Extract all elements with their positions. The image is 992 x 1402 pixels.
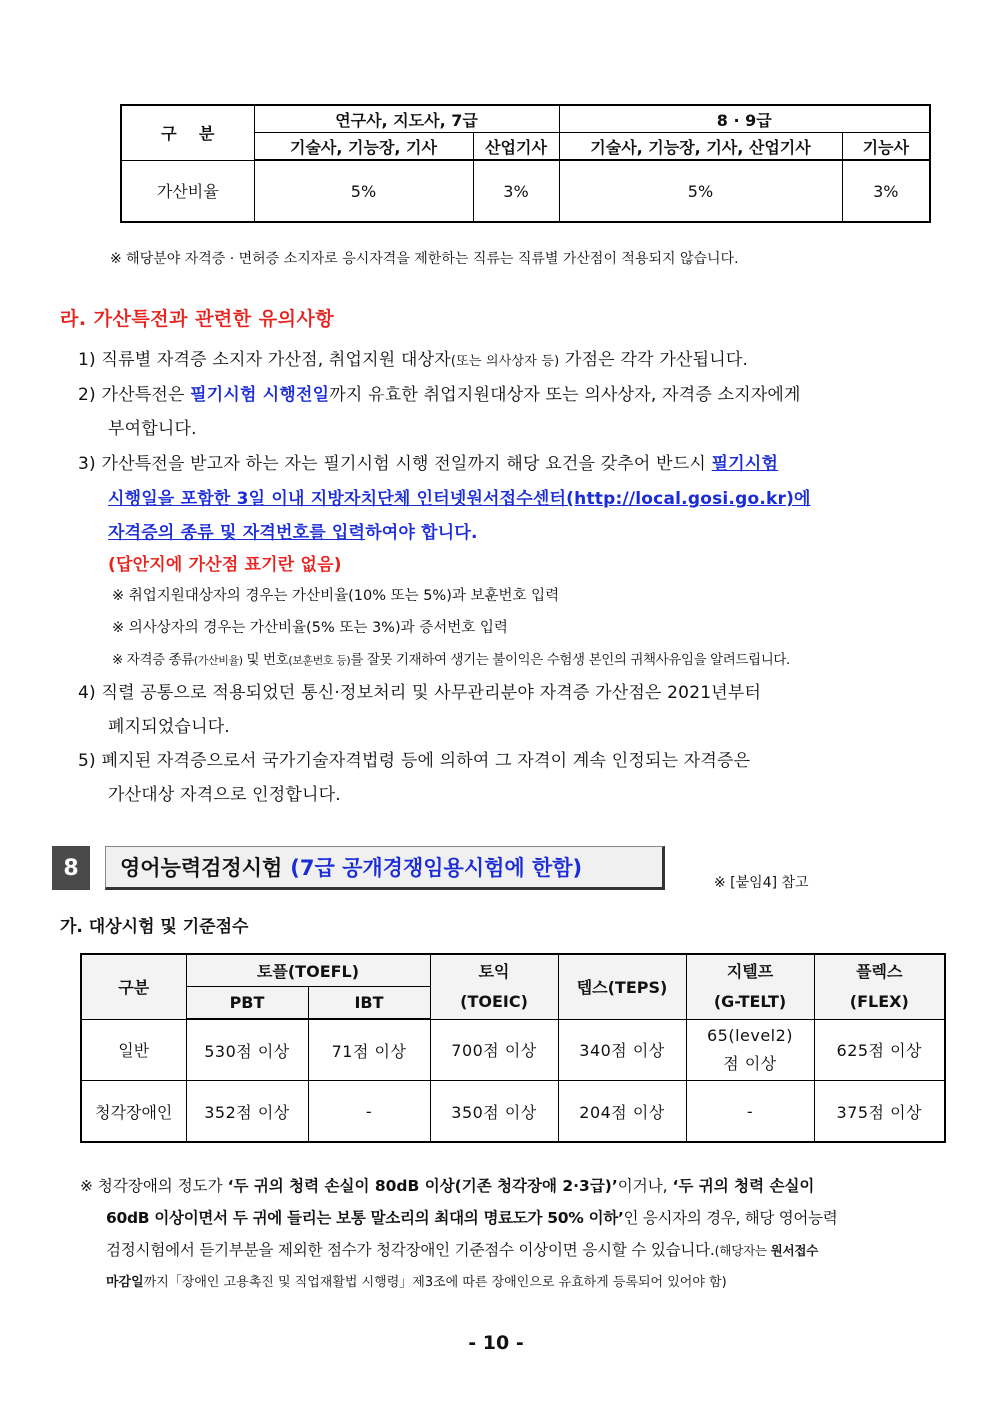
item-3-cont-2: 자격증의 종류 및 자격번호를 입력하여야 합니다. (108, 523, 478, 543)
item-3: 3) 가산특전을 받고자 하는 자는 필기시험 시행 전일까지 해당 요건을 갖추어 반드시 필기시험 (78, 454, 779, 474)
cell-general-gtelt: 65(level2) 점 이상 (686, 1019, 814, 1081)
header-gtelt: 지텔프 (G-TELT) (686, 954, 814, 1019)
subsection-title: 가. 대상시험 및 기준점수 (60, 917, 249, 937)
cell-v4: 3% (842, 160, 930, 222)
section-ra-title: 라. 가산특전과 관련한 유의사항 (60, 308, 335, 330)
item-4-cont: 폐지되었습니다. (108, 717, 230, 737)
header-gubun: 구분 (81, 954, 186, 1019)
row-general-label: 일반 (81, 1019, 186, 1081)
header-teps: 텝스(TEPS) (558, 954, 686, 1019)
note-qualification: ※ 해당분야 자격증 · 면허증 소지자로 응시자격을 제한하는 직류는 직류별 가산점이 적용되지 않습니다. (110, 251, 739, 267)
item-1: 1) 직류별 자격증 소지자 가산점, 취업지원 대상자(또는 의사상자 등) 가점은 각각 가산됩니다. (78, 350, 749, 370)
header-toefl: 토플(TOEFL) (186, 954, 430, 987)
page-number: - 10 - (468, 1332, 524, 1354)
sub-note-2: ※ 의사상자의 경우는 가산비율(5% 또는 3%)과 증서번호 입력 (112, 620, 508, 636)
sub-note-3: ※ 자격증 종류(가산비율) 및 번호(보훈번호 등)를 잘못 기재하여 생기는 불이익은 수험생 본인의 귀책사유임을 알려드립니다. (112, 652, 790, 668)
cell-hearing-flex: 375점 이상 (814, 1081, 945, 1143)
sub-note-1: ※ 취업지원대상자의 경우는 가산비율(10% 또는 5%)과 보훈번호 입력 (112, 588, 560, 604)
cell-hearing-toeic: 350점 이상 (430, 1081, 558, 1143)
header-ibt: IBT (308, 987, 430, 1020)
item-5: 5) 폐지된 자격증으로서 국가기술자격법령 등에 의하여 그 자격이 계속 인정되는 자격증은 (78, 751, 751, 771)
header-toeic: 토익 (TOEIC) (430, 954, 558, 1019)
cell-general-teps: 340점 이상 (558, 1019, 686, 1081)
item-2: 2) 가산특전은 필기시험 시행전일까지 유효한 취업지원대상자 또는 의사상자, 자격증 소지자에게 (78, 385, 801, 405)
header-gubun: 구 분 (121, 105, 254, 160)
cell-v1: 5% (254, 160, 473, 222)
row-hearing-label: 청각장애인 (81, 1081, 186, 1143)
cell-hearing-pbt: 352점 이상 (186, 1081, 308, 1143)
cell-v2: 3% (473, 160, 559, 222)
bonus-ratio-table (120, 104, 931, 223)
item-3-note-red: (답안지에 가산점 표기란 없음) (108, 555, 342, 575)
cell-general-flex: 625점 이상 (814, 1019, 945, 1081)
hearing-impaired-note: ※ 청각장애의 정도가 ‘두 귀의 청력 손실이 80dB 이상(기존 청각장애 2·3급)’이거나, ‘두 귀의 청력 손실이 60dB 이상이면서 두 귀에 들리는 보통 말소리의 최대의 명료도가 50% 이하’인 응시자의 경우, 해당 영어능력 검정시험에서 듣기부분을 제외한 점수가 청각장애인 기준점수 이상이면 응시할 수 있습니다.(해당자는 원서접수 마감일까지「장애인 고용촉진 및 직업재활법 시행령」제3조에 따른 장애인으로 유효하게 등록되어 있어야 함) (80, 1177, 838, 1290)
english-test-table (80, 953, 946, 1143)
header-sub-1: 기술사, 기능장, 기사 (254, 133, 473, 161)
header-flex: 플렉스 (FLEX) (814, 954, 945, 1019)
item-5-cont: 가산대상 자격으로 인정합니다. (108, 785, 341, 805)
cell-hearing-ibt: - (308, 1081, 430, 1143)
header-group-89: 8 · 9급 (559, 105, 930, 133)
cell-hearing-teps: 204점 이상 (558, 1081, 686, 1143)
reference-note: ※ [붙임4] 참고 (714, 875, 809, 891)
section-number-badge: 8 (52, 846, 90, 890)
item-2-cont: 부여합니다. (108, 419, 197, 439)
cell-v3: 5% (559, 160, 842, 222)
row-label: 가산비율 (121, 160, 254, 222)
cell-hearing-gtelt: - (686, 1081, 814, 1143)
cell-general-toeic: 700점 이상 (430, 1019, 558, 1081)
header-group-7: 연구사, 지도사, 7급 (254, 105, 559, 133)
header-sub-4: 기능사 (842, 133, 930, 161)
cell-general-ibt: 71점 이상 (308, 1019, 430, 1081)
header-sub-3: 기술사, 기능장, 기사, 산업기사 (559, 133, 842, 161)
item-4: 4) 직렬 공통으로 적용되었던 통신·정보처리 및 사무관리분야 자격증 가산점은 2021년부터 (78, 683, 762, 703)
section-8-title: 영어능력검정시험 (7급 공개경쟁임용시험에 한함) (105, 846, 665, 890)
cell-general-pbt: 530점 이상 (186, 1019, 308, 1081)
item-3-cont-1: 시행일을 포함한 3일 이내 지방자치단체 인터넷원서접수센터(http://local.gosi.go.kr)에 (108, 489, 811, 509)
header-pbt: PBT (186, 987, 308, 1020)
header-sub-2: 산업기사 (473, 133, 559, 161)
